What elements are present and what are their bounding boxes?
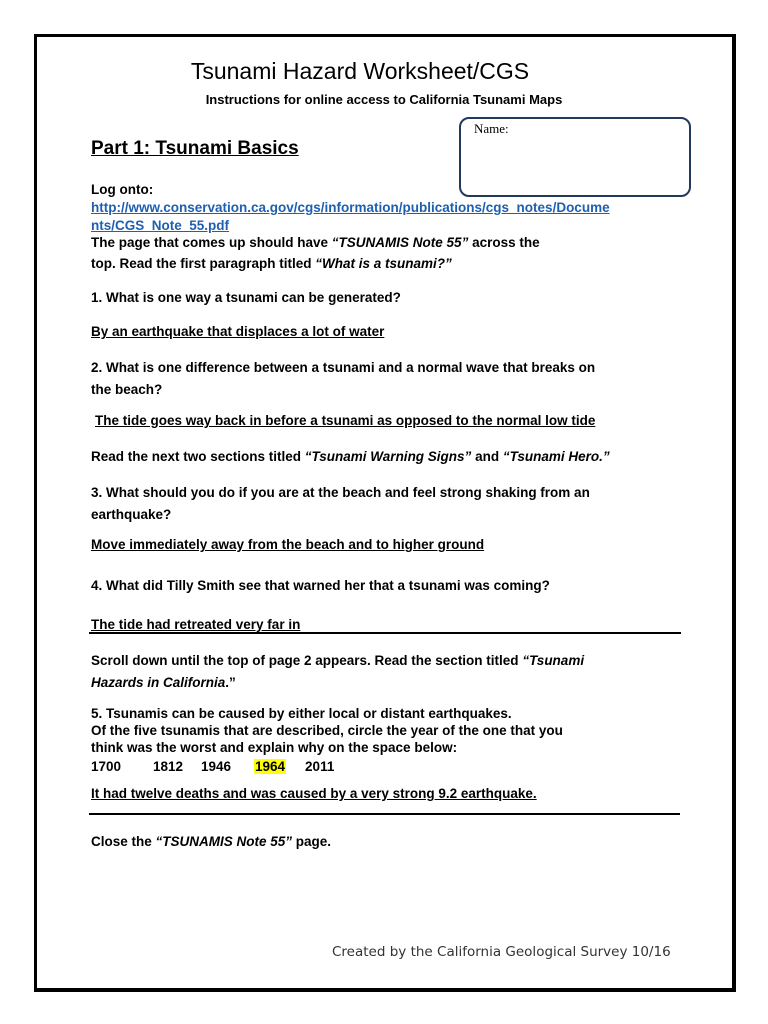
cgs-note-link[interactable]: http://www.conservation.ca.gov/cgs/information/publications/cgs_notes/Docume (91, 200, 610, 215)
instruction-text: and (471, 449, 503, 464)
name-box[interactable] (459, 117, 691, 197)
question-5: 5. Tsunamis can be caused by either local or distant earthquakes. (91, 706, 512, 721)
section-title-hazards-cont: Hazards in California (91, 675, 226, 690)
instruction-emphasis: “What is a tsunami?” (315, 256, 452, 271)
answer-4: The tide had retreated very far in (91, 617, 301, 632)
question-3: 3. What should you do if you are at the beach and feel strong shaking from an (91, 485, 590, 500)
answer-5: It had twelve deaths and was caused by a very strong 9.2 earthquake. (91, 786, 537, 801)
question-4: 4. What did Tilly Smith see that warned her that a tsunami was coming? (91, 578, 550, 593)
instruction-text: .” (225, 675, 236, 690)
instruction-paragraph-2 (91, 256, 452, 271)
question-1: 1. What is one way a tsunami can be generated? (91, 290, 401, 305)
question-3-cont: earthquake? (91, 507, 172, 522)
instruction-emphasis: “TSUNAMIS Note 55” (331, 235, 469, 250)
answer-3: Move immediately away from the beach and to higher ground (91, 537, 485, 552)
scroll-instruction-cont (91, 675, 236, 690)
question-5-cont: Of the five tsunamis that are described, circle the year of the one that you (91, 723, 563, 738)
question-2: 2. What is one difference between a tsunami and a normal wave that breaks on (91, 360, 596, 375)
year-option[interactable]: 1946 (201, 759, 232, 774)
year-option-selected[interactable]: 1964 (255, 759, 286, 774)
instruction-text: Read the next two sections titled (91, 449, 305, 464)
year-option[interactable]: 1700 (91, 759, 122, 774)
instruction-text: top. Read the first paragraph titled (91, 256, 316, 271)
footer-credit: Created by the California Geological Survey 10/16 (332, 944, 671, 960)
instruction-text: page. (292, 834, 332, 849)
section-title-tsunami-hero: “Tsunami Hero.” (502, 449, 610, 464)
instruction-text: across the (468, 235, 540, 250)
name-label: Name: (474, 121, 509, 136)
answer-line (89, 632, 681, 634)
year-option[interactable]: 2011 (305, 759, 335, 774)
year-option[interactable]: 1812 (153, 759, 184, 774)
read-instruction (91, 449, 610, 464)
instruction-paragraph-1 (91, 235, 540, 250)
year-options (91, 759, 334, 774)
cgs-note-link-cont[interactable]: nts/CGS_Note_55.pdf (91, 218, 230, 233)
answer-2: The tide goes way back in before a tsunami as opposed to the normal low tide (95, 413, 596, 428)
close-instruction (91, 834, 331, 849)
part-heading: Part 1: Tsunami Basics (91, 138, 299, 159)
worksheet-title: Tsunami Hazard Worksheet/CGS (190, 58, 530, 84)
instruction-text: Scroll down until the top of page 2 appears. Read the section titled (91, 653, 523, 668)
answer-line (89, 813, 680, 815)
scroll-instruction (91, 653, 584, 668)
section-title-hazards: “Tsunami (522, 653, 585, 668)
answer-1: By an earthquake that displaces a lot of water (91, 324, 385, 339)
instruction-text: The page that comes up should have (91, 235, 332, 250)
instruction-text: Close the (91, 834, 156, 849)
worksheet-subtitle: Instructions for online access to California Tsunami Maps (205, 92, 563, 107)
question-5-cont-2: think was the worst and explain why on the space below: (91, 740, 458, 755)
question-2-cont: the beach? (91, 382, 163, 397)
section-title-warning-signs: “Tsunami Warning Signs” (304, 449, 472, 464)
instruction-emphasis: “TSUNAMIS Note 55” (155, 834, 293, 849)
log-onto-label: Log onto: (91, 182, 154, 197)
